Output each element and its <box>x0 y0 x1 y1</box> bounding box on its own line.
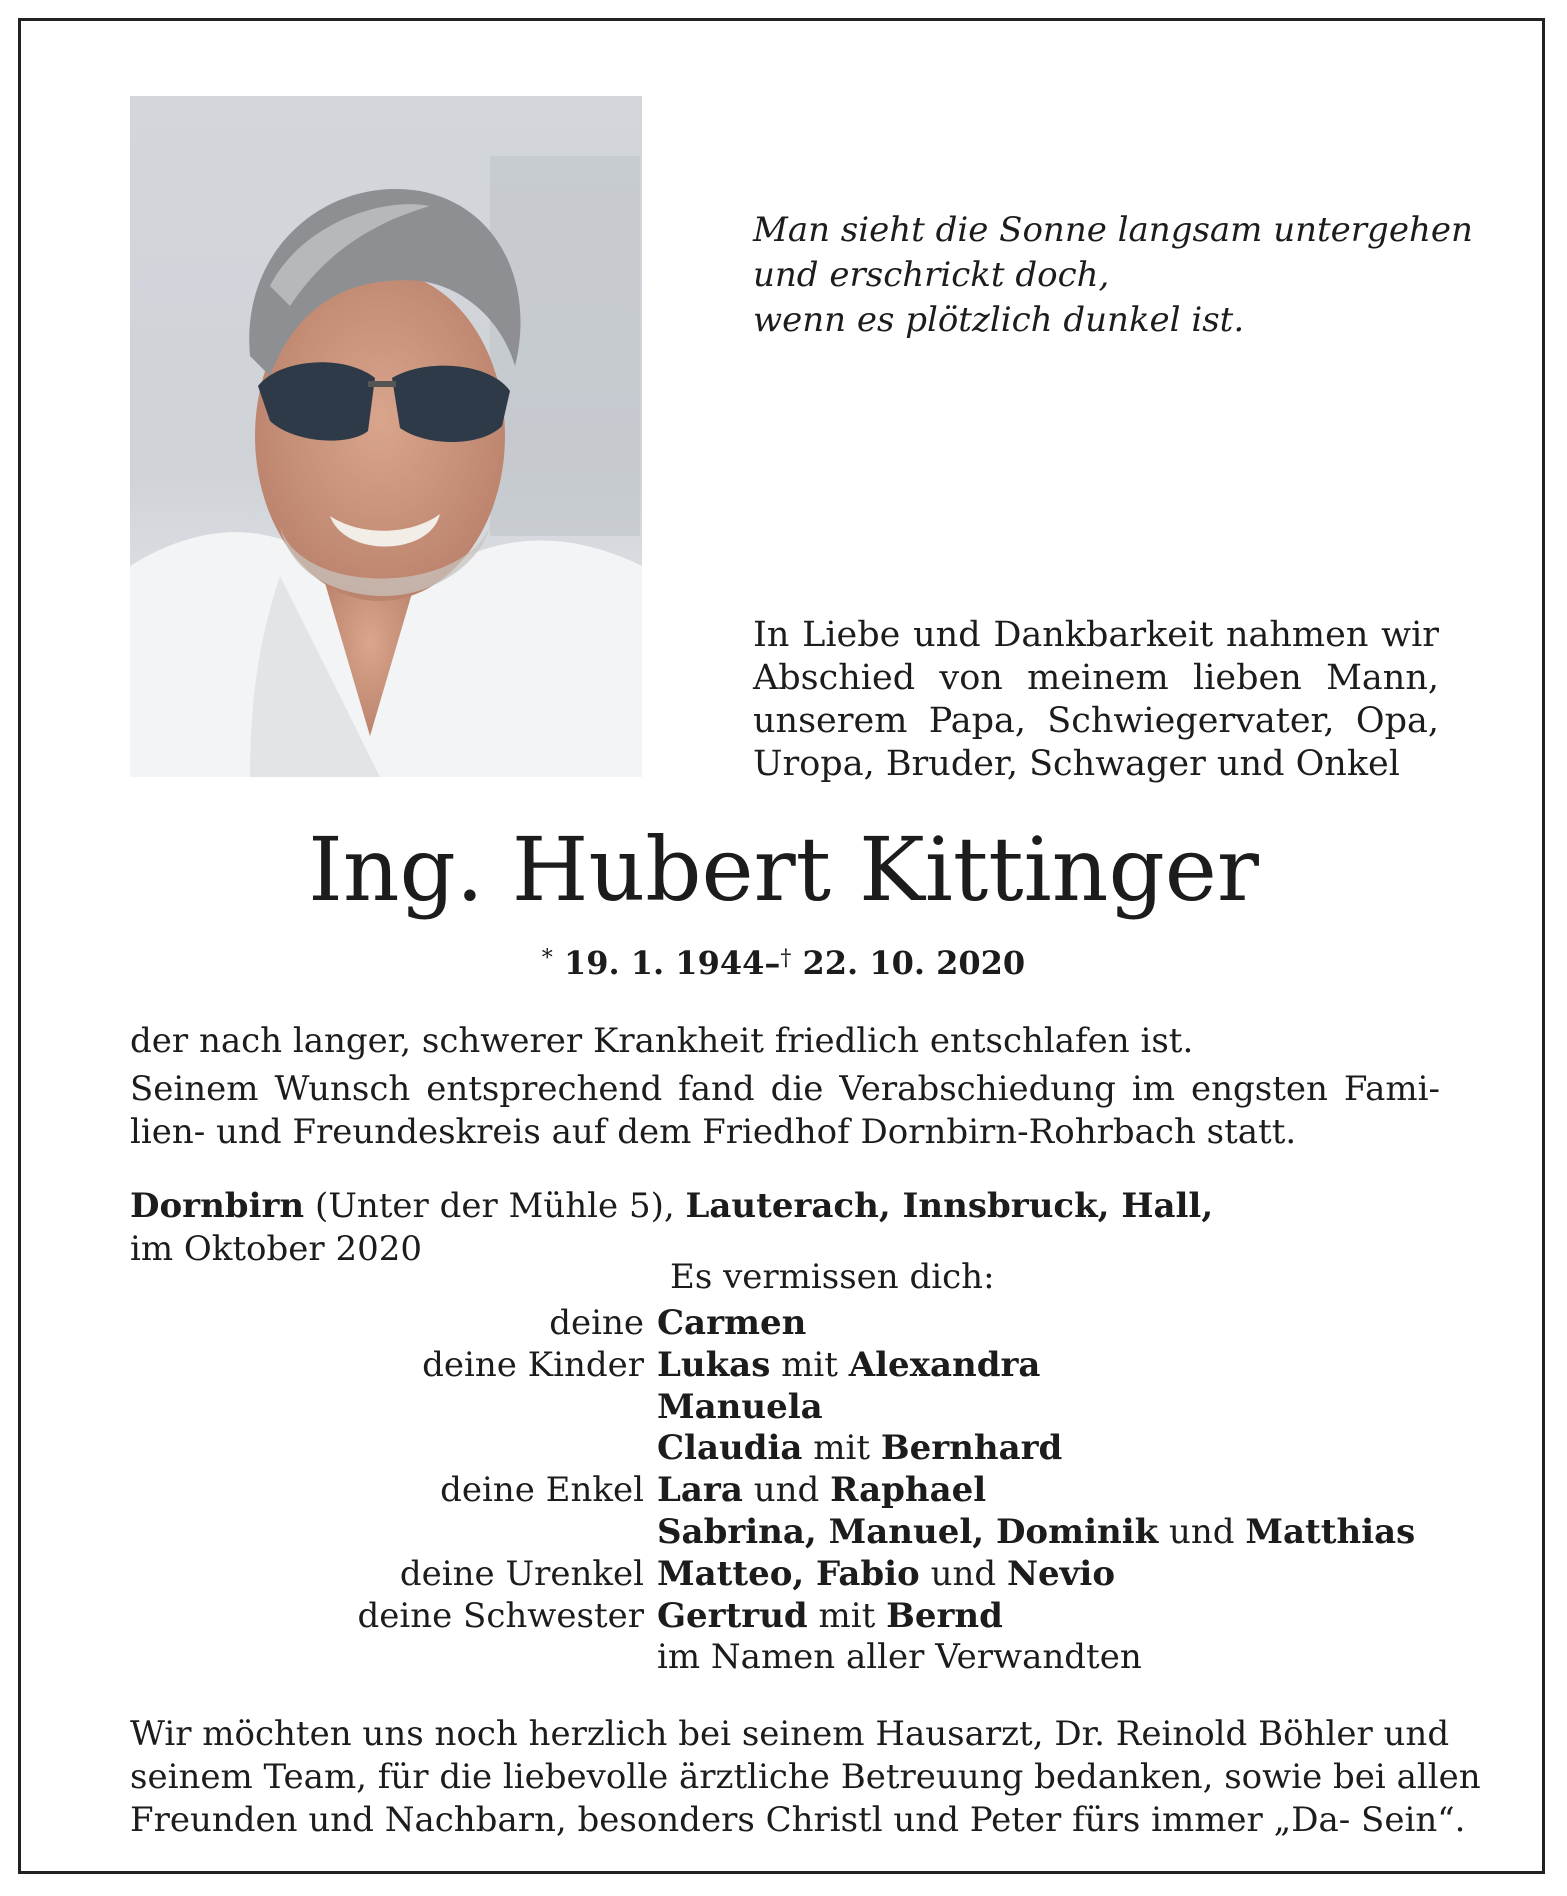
mourner-row <box>0 1470 1567 1512</box>
birth-symbol: * <box>541 946 553 971</box>
mourner-row <box>0 1345 1567 1387</box>
mourner-name: Alexandra <box>848 1344 1041 1385</box>
life-dates <box>0 943 1567 983</box>
poem-line: Man sieht die Sonne langsam untergehen <box>753 210 1473 250</box>
mourner-row <box>0 1637 1567 1679</box>
thanks-line: seinem Team, für die liebevolle ärztliche Betreuung bedanken, sowie bei allen <box>130 1757 1481 1797</box>
relation: deine Urenkel <box>399 1553 644 1594</box>
connector: und <box>1169 1511 1235 1552</box>
mourner-name: Sabrina, Manuel, Dominik <box>657 1511 1159 1552</box>
poem-line: und erschrickt doch, <box>753 255 1110 295</box>
mourner-name: Matthias <box>1245 1511 1416 1552</box>
mourner-name: Gertrud <box>657 1595 808 1636</box>
place-address: (Unter der Mühle 5), <box>314 1186 675 1226</box>
intro-line: unserem Papa, Schwiegervater, Opa, <box>753 701 1439 741</box>
relation: deine Kinder <box>422 1344 644 1385</box>
relation: deine <box>549 1303 644 1343</box>
mourner-row <box>0 1554 1567 1596</box>
mourner-name: Carmen <box>657 1303 807 1343</box>
connector: mit <box>813 1428 871 1469</box>
thanks-line: Wir möchten uns noch herzlich bei seinem Hausarzt, Dr. Reinold Böhler und <box>130 1714 1450 1754</box>
intro-line: In Liebe und Dankbarkeit nahmen wir <box>753 615 1439 655</box>
mourner-name: Lara <box>657 1470 743 1511</box>
thanks-line: Freunden und Nachbarn, besonders Christl und Peter fürs immer „Da- Sein“. <box>130 1800 1466 1840</box>
mourner-name: Nevio <box>1006 1553 1115 1594</box>
portrait-photo <box>130 96 642 777</box>
body-line: Seinem Wunsch entsprechend fand die Verabschiedung im engsten Fami- <box>130 1069 1440 1109</box>
mourners-list <box>0 1303 1567 1679</box>
relatives-note: im Namen aller Verwandten <box>657 1637 1142 1678</box>
connector: und <box>930 1553 997 1594</box>
date-dash: – <box>764 944 781 982</box>
mourner-name: Lukas <box>657 1344 771 1385</box>
mourner-row <box>0 1596 1567 1638</box>
mourner-name: Matteo, Fabio <box>657 1553 920 1594</box>
thanks-paragraph <box>130 1713 1481 1842</box>
memorial-poem <box>753 208 1473 343</box>
poem-line: wenn es plötzlich dunkel ist. <box>753 300 1245 340</box>
missing-label: Es vermissen dich: <box>670 1257 995 1297</box>
mourner-row <box>0 1512 1567 1554</box>
death-date: 22. 10. 2020 <box>802 944 1026 982</box>
mourner-name: Bernd <box>886 1595 1003 1636</box>
mourner-name: Manuela <box>657 1386 823 1427</box>
death-symbol: † <box>780 946 792 971</box>
mourner-name: Bernhard <box>880 1428 1063 1469</box>
body-paragraph <box>130 1068 1440 1154</box>
mourner-row <box>0 1303 1567 1345</box>
body-line: lien- und Freundeskreis auf dem Friedhof Dornbirn-Rohrbach statt. <box>130 1112 1297 1152</box>
place-date: im Oktober 2020 <box>130 1229 423 1269</box>
intro-line: Abschied von meinem lieben Mann, <box>753 658 1439 698</box>
relation: deine Enkel <box>440 1470 644 1511</box>
relation: deine Schwester <box>357 1595 644 1636</box>
intro-text <box>753 614 1439 786</box>
mourner-row <box>0 1428 1567 1470</box>
birth-date: 19. 1. 1944 <box>563 944 765 982</box>
connector: mit <box>818 1595 876 1636</box>
place-city: Dornbirn <box>130 1186 305 1226</box>
connector: und <box>753 1470 820 1511</box>
intro-line: Uropa, Bruder, Schwager und Onkel <box>753 744 1400 784</box>
place-line <box>130 1185 1213 1228</box>
place-others: Lauterach, Innsbruck, Hall, <box>685 1186 1214 1226</box>
connector: mit <box>781 1344 838 1385</box>
mourner-name: Claudia <box>657 1428 803 1469</box>
deceased-name: Ing. Hubert Kittinger <box>308 818 1259 921</box>
body-line-1: der nach langer, schwerer Krankheit friedlich entschlafen ist. <box>130 1021 1194 1061</box>
mourner-row <box>0 1387 1567 1429</box>
mourner-name: Raphael <box>830 1470 987 1511</box>
